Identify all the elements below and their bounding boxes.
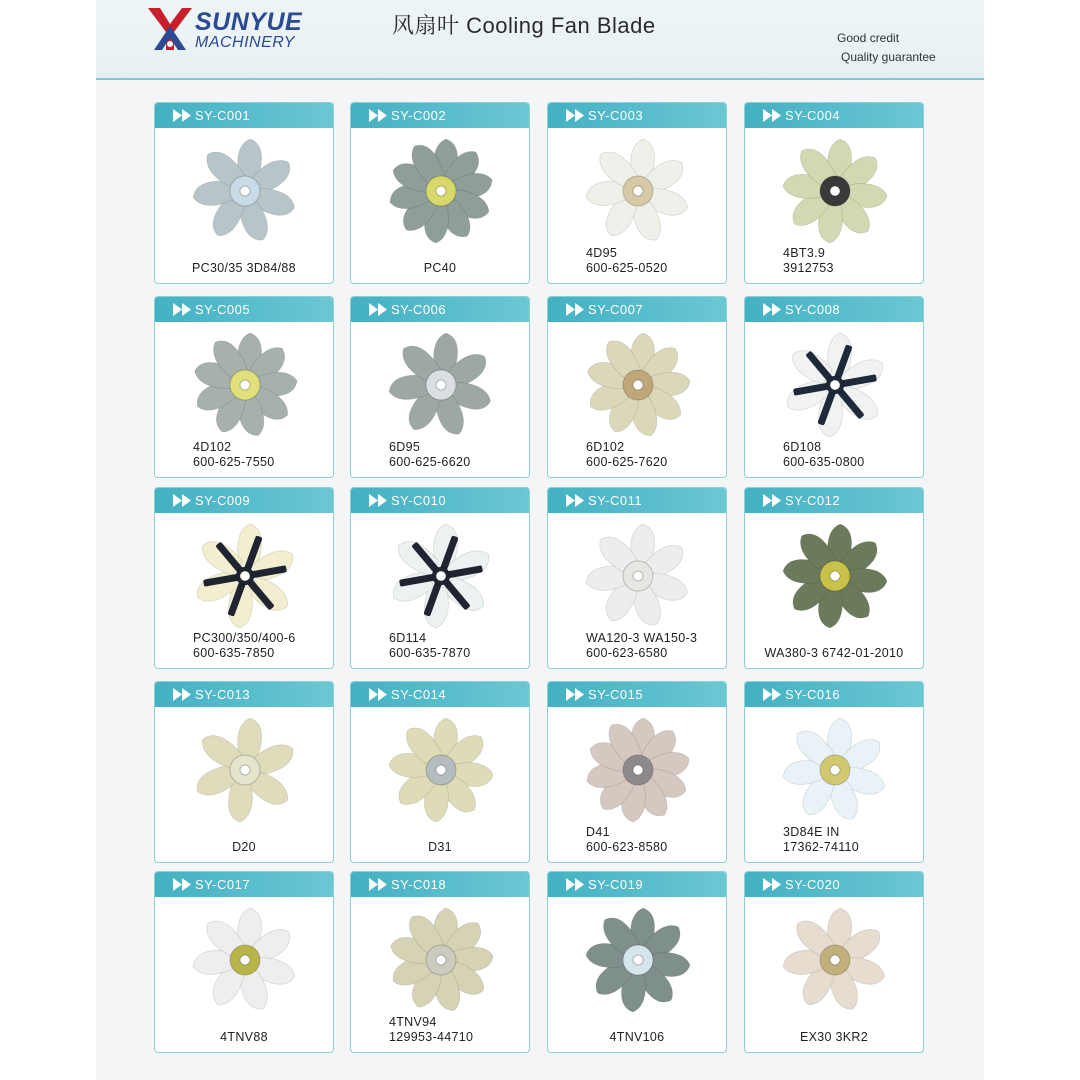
model-name: 6D114 <box>389 631 427 645</box>
product-label <box>548 1030 726 1045</box>
card-header <box>155 297 333 322</box>
fan-blade-image <box>775 520 895 632</box>
product-code: SY-C019 <box>588 877 644 892</box>
fan-blade-image <box>775 904 895 1016</box>
product-card[interactable] <box>350 102 530 284</box>
logo-mark-icon <box>146 4 194 52</box>
left-margin <box>0 0 96 1080</box>
double-arrow-icon <box>566 303 586 316</box>
double-arrow-icon <box>369 303 389 316</box>
brand-subtitle: MACHINERY <box>195 34 295 51</box>
fan-blade-image <box>578 520 698 632</box>
card-header <box>548 297 726 322</box>
model-name: 4BT3.9 <box>783 246 826 260</box>
product-card[interactable] <box>350 487 530 669</box>
card-header <box>155 103 333 128</box>
fan-blade-image <box>381 520 501 632</box>
double-arrow-icon <box>173 688 193 701</box>
double-arrow-icon <box>369 688 389 701</box>
double-arrow-icon <box>369 109 389 122</box>
part-number: 600-623-8580 <box>586 840 668 854</box>
model-name: D31 <box>428 840 452 854</box>
card-header <box>548 103 726 128</box>
product-label <box>548 440 727 470</box>
double-arrow-icon <box>763 688 783 701</box>
part-number: 600-635-0800 <box>783 455 865 469</box>
product-label <box>351 840 529 855</box>
product-code: SY-C001 <box>195 108 251 123</box>
model-name: 6D108 <box>783 440 822 454</box>
fan-blade-image <box>381 714 501 826</box>
product-card[interactable] <box>547 681 727 863</box>
product-label <box>155 840 333 855</box>
card-header <box>351 872 529 897</box>
page-title: 风扇叶 Cooling Fan Blade <box>392 13 656 38</box>
double-arrow-icon <box>763 303 783 316</box>
product-code: SY-C007 <box>588 302 644 317</box>
card-header <box>351 297 529 322</box>
double-arrow-icon <box>173 494 193 507</box>
product-label <box>745 1030 923 1045</box>
fan-blade-image <box>775 135 895 247</box>
card-header <box>745 488 923 513</box>
product-card[interactable] <box>154 487 334 669</box>
product-card[interactable] <box>744 871 924 1053</box>
product-card[interactable] <box>744 681 924 863</box>
fan-blade-image <box>578 714 698 826</box>
double-arrow-icon <box>173 303 193 316</box>
card-header <box>351 682 529 707</box>
model-name: PC300/350/400-6 <box>193 631 296 645</box>
product-label <box>745 246 924 276</box>
product-code: SY-C013 <box>195 687 251 702</box>
product-label <box>351 631 530 661</box>
product-label <box>155 631 334 661</box>
product-card[interactable] <box>547 487 727 669</box>
part-number: 17362-74110 <box>783 840 860 854</box>
product-code: SY-C002 <box>391 108 447 123</box>
product-card[interactable] <box>154 871 334 1053</box>
double-arrow-icon <box>566 688 586 701</box>
double-arrow-icon <box>566 494 586 507</box>
product-label <box>745 825 924 855</box>
product-code: SY-C015 <box>588 687 644 702</box>
product-label <box>548 246 727 276</box>
part-number: 600-635-7850 <box>193 646 275 660</box>
fan-blade-image <box>185 520 305 632</box>
double-arrow-icon <box>173 878 193 891</box>
card-header <box>745 872 923 897</box>
product-code: SY-C011 <box>588 493 643 508</box>
product-card[interactable] <box>154 102 334 284</box>
fan-blade-image <box>775 714 895 826</box>
part-number: 3912753 <box>783 261 834 275</box>
product-label <box>745 440 924 470</box>
part-number: 600-635-7870 <box>389 646 471 660</box>
product-code: SY-C014 <box>391 687 447 702</box>
product-code: SY-C005 <box>195 302 251 317</box>
product-code: SY-C010 <box>391 493 447 508</box>
model-name: 4TNV88 <box>220 1030 268 1044</box>
model-name: D20 <box>232 840 256 854</box>
fan-blade-image <box>185 714 305 826</box>
double-arrow-icon <box>566 878 586 891</box>
product-label <box>351 1015 530 1045</box>
fan-blade-image <box>775 329 895 441</box>
product-card[interactable] <box>744 102 924 284</box>
card-header <box>548 682 726 707</box>
card-header <box>351 103 529 128</box>
model-name: PC30/35 3D84/88 <box>192 261 296 275</box>
product-code: SY-C020 <box>785 877 841 892</box>
product-card[interactable] <box>547 102 727 284</box>
tagline-good-credit: Good credit <box>837 31 900 45</box>
catalog-header <box>96 0 984 80</box>
product-card[interactable] <box>744 296 924 478</box>
part-number: 129953-44710 <box>389 1030 474 1044</box>
product-label <box>351 440 530 470</box>
fan-blade-image <box>381 329 501 441</box>
double-arrow-icon <box>763 494 783 507</box>
product-code: SY-C018 <box>391 877 447 892</box>
model-name: 6D102 <box>586 440 625 454</box>
product-label <box>155 261 333 276</box>
product-label <box>155 1030 333 1045</box>
product-label <box>155 440 334 470</box>
double-arrow-icon <box>173 109 193 122</box>
product-card[interactable] <box>547 296 727 478</box>
fan-blade-image <box>381 135 501 247</box>
tagline-quality: Quality guarantee <box>841 50 936 64</box>
double-arrow-icon <box>369 878 389 891</box>
model-name: 4D102 <box>193 440 232 454</box>
fan-blade-image <box>578 904 698 1016</box>
product-card[interactable] <box>350 296 530 478</box>
part-number: 600-625-7620 <box>586 455 668 469</box>
product-label <box>548 825 727 855</box>
double-arrow-icon <box>763 878 783 891</box>
fan-blade-image <box>185 135 305 247</box>
product-card[interactable] <box>154 296 334 478</box>
fan-blade-image <box>381 904 501 1016</box>
card-header <box>745 297 923 322</box>
product-code: SY-C012 <box>785 493 841 508</box>
product-card[interactable] <box>547 871 727 1053</box>
product-code: SY-C016 <box>785 687 841 702</box>
part-number: 600-625-6620 <box>389 455 471 469</box>
fan-blade-image <box>185 904 305 1016</box>
product-label <box>745 646 923 661</box>
product-card[interactable] <box>350 681 530 863</box>
product-code: SY-C008 <box>785 302 841 317</box>
product-card[interactable] <box>350 871 530 1053</box>
fan-blade-image <box>578 329 698 441</box>
model-name: 4D95 <box>586 246 618 260</box>
card-header <box>548 872 726 897</box>
model-name: 6D95 <box>389 440 421 454</box>
part-number: 600-625-7550 <box>193 455 275 469</box>
model-name: EX30 3KR2 <box>799 1030 869 1044</box>
brand-logo <box>146 4 316 54</box>
product-code: SY-C004 <box>785 108 841 123</box>
product-code: SY-C009 <box>195 493 251 508</box>
part-number: 600-625-0520 <box>586 261 668 275</box>
product-code: SY-C017 <box>195 877 251 892</box>
model-name: D41 <box>586 825 610 839</box>
model-name: WA380-3 6742-01-2010 <box>764 646 904 660</box>
brand-name: SUNYUE <box>195 8 303 36</box>
card-header <box>155 488 333 513</box>
product-code: SY-C006 <box>391 302 447 317</box>
model-name: 4TNV94 <box>389 1015 437 1029</box>
part-number: 600-623-6580 <box>586 646 668 660</box>
card-header <box>155 872 333 897</box>
card-header <box>548 488 726 513</box>
card-header <box>745 682 923 707</box>
fan-blade-image <box>578 135 698 247</box>
model-name: WA120-3 WA150-3 <box>586 631 698 645</box>
model-name: 4TNV106 <box>609 1030 665 1044</box>
product-label <box>548 631 727 661</box>
double-arrow-icon <box>566 109 586 122</box>
product-code: SY-C003 <box>588 108 644 123</box>
card-header <box>351 488 529 513</box>
product-card[interactable] <box>154 681 334 863</box>
double-arrow-icon <box>369 494 389 507</box>
right-margin <box>984 0 1080 1080</box>
product-card[interactable] <box>744 487 924 669</box>
model-name: 3D84E IN <box>783 825 840 839</box>
product-label <box>351 261 529 276</box>
fan-blade-image <box>185 329 305 441</box>
card-header <box>745 103 923 128</box>
double-arrow-icon <box>763 109 783 122</box>
card-header <box>155 682 333 707</box>
model-name: PC40 <box>423 261 457 275</box>
